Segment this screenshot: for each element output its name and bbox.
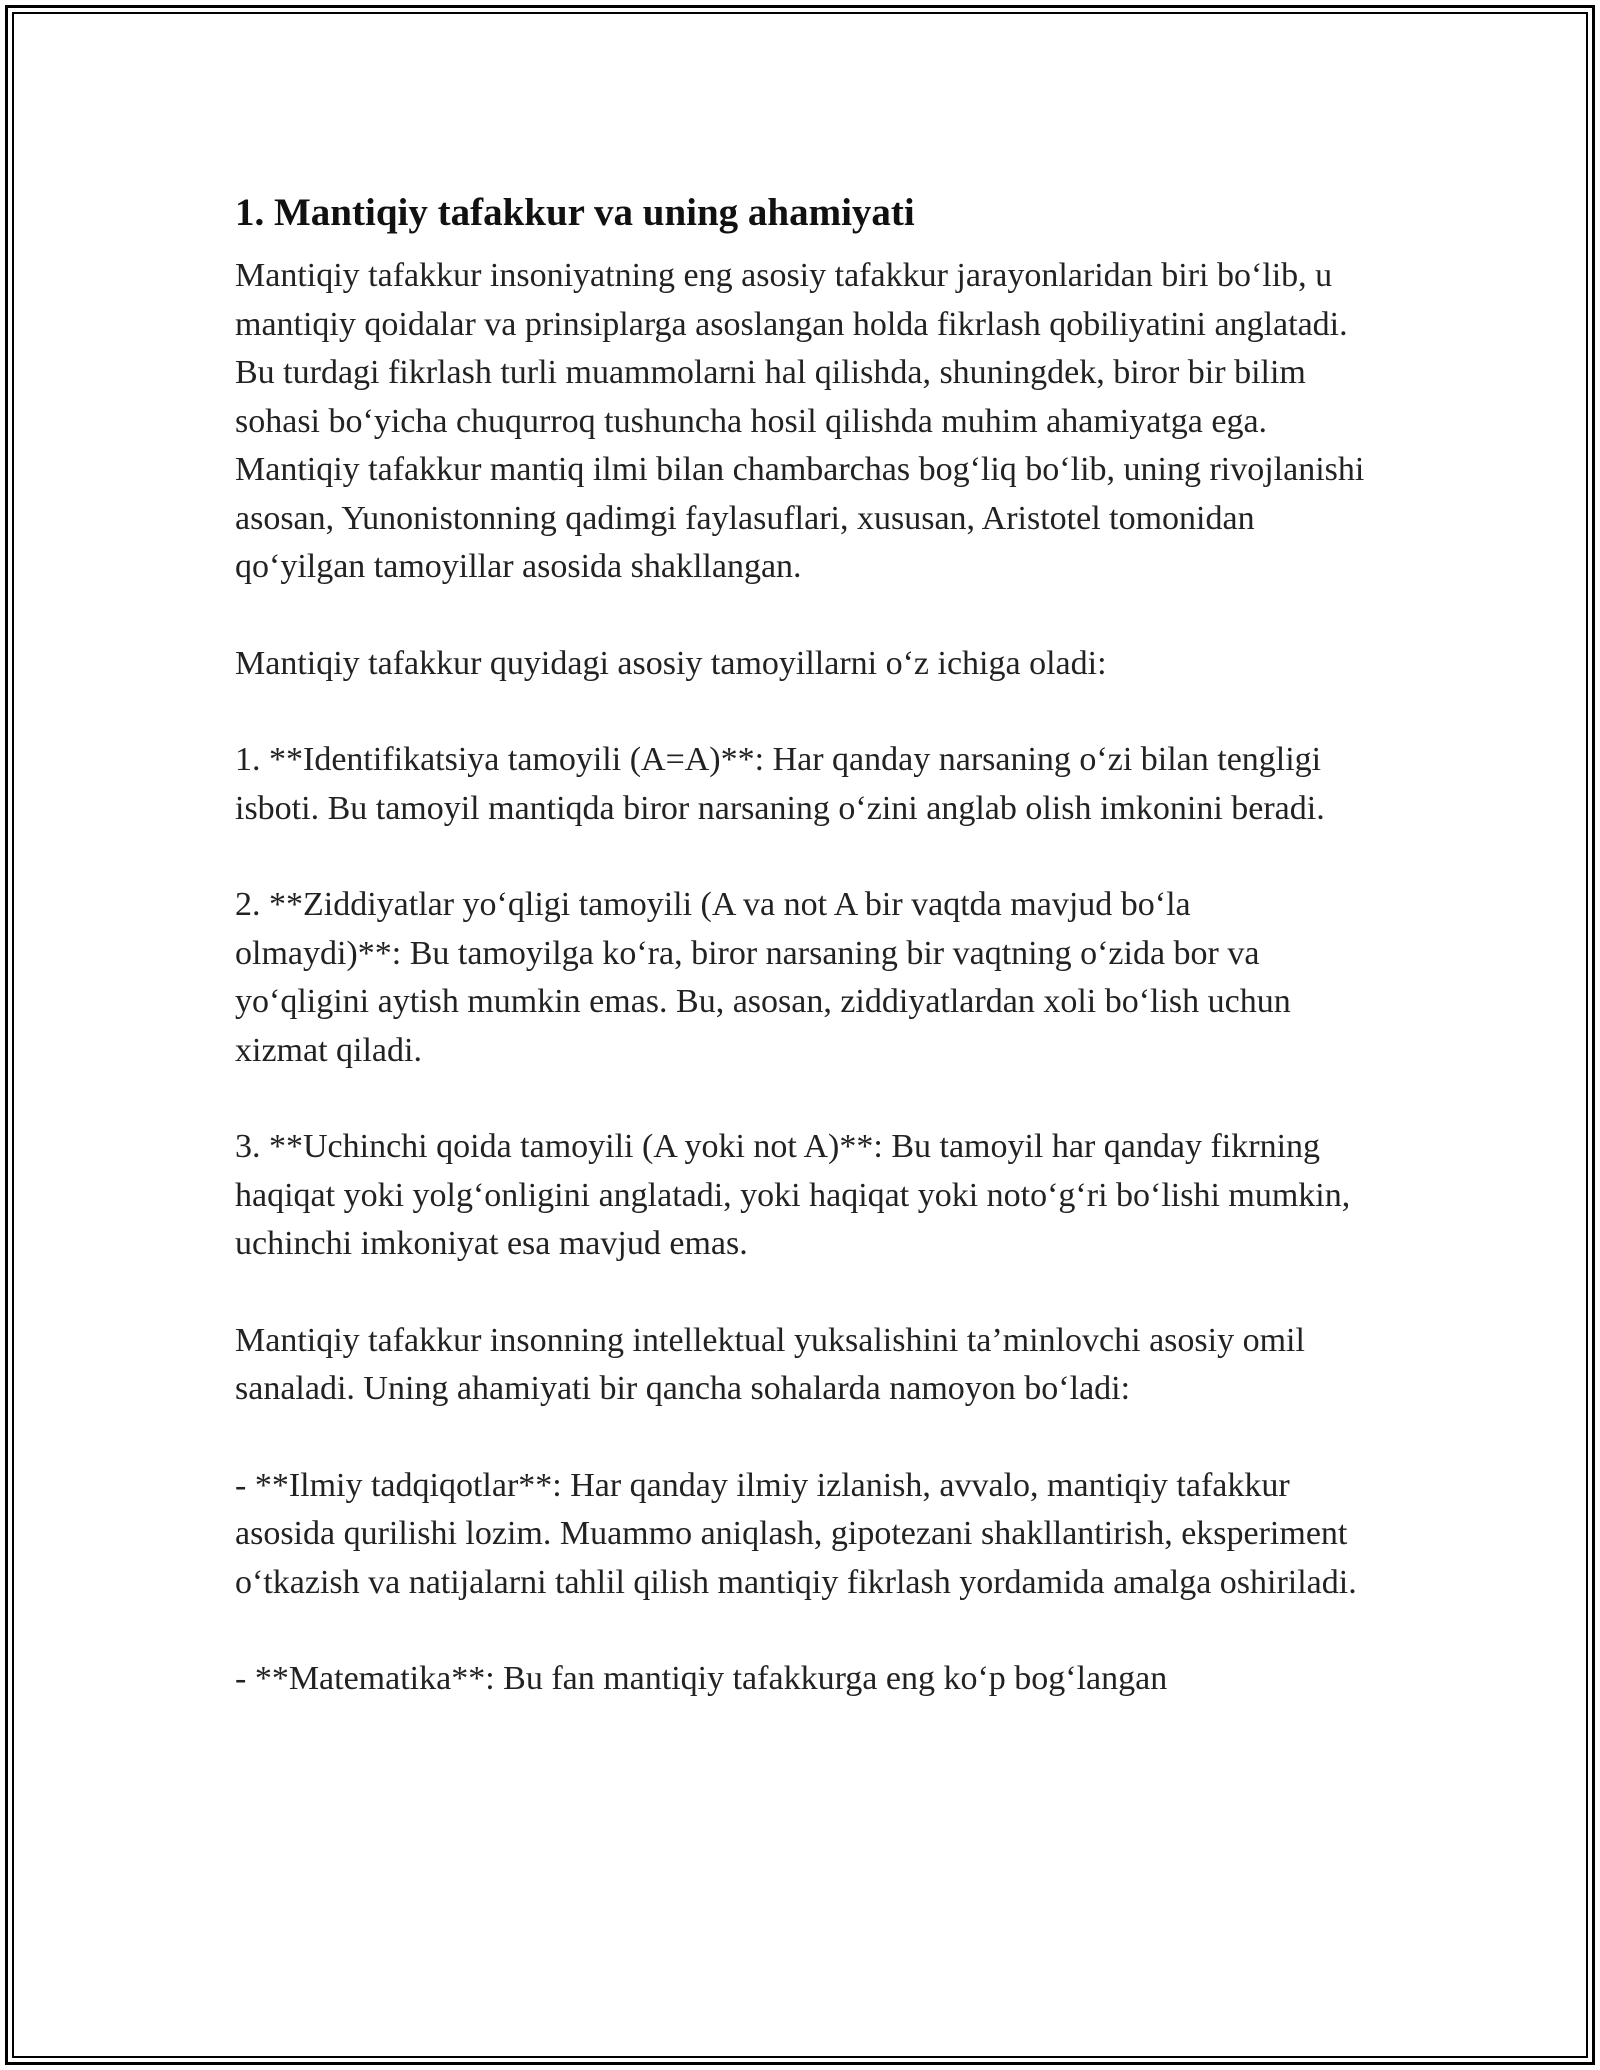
paragraph-principle-excluded-middle: 3. **Uchinchi qoida tamoyili (A yoki not A)**: Bu tamoyil har qanday fikrning haqiqat yoki yolg‘onligini anglatadi, yoki haqiqat yoki noto‘g‘ri bo‘lishi mumkin, uchinchi imkoniyat esa mavjud emas. — [235, 1128, 1351, 1262]
document-body — [235, 186, 1365, 1752]
paragraph-intro: Mantiqiy tafakkur insoniyatning eng asosiy tafakkur jarayonlaridan biri bo‘lib, u mantiqiy qoidalar va prinsiplarga asoslangan holda fikrlash qobiliyatini anglatadi. Bu turdagi fikrlash turli muammolarni hal qilishda, shuningdek, biror bir bilim sohasi bo‘yicha chuqurroq tushuncha hosil qilishda muhim ahamiyatga ega. Mantiqiy tafakkur mantiq ilmi bilan chambarchas bog‘liq bo‘lib, uning rivojlanishi asosan, Yunonistonning qadimgi faylasuflari, xususan, Aristotel tomonidan qo‘yilgan tamoyillar asosida shakllangan. — [235, 257, 1365, 585]
paragraph-scientific-research: - **Ilmiy tadqiqotlar**: Har qanday ilmiy izlanish, avvalo, mantiqiy tafakkur asosida qurilishi lozim. Muammo aniqlash, gipotezani shakllantirish, eksperiment o‘tkazish va natijalarni tahlil qilish mantiqiy fikrlash yordamida amalga oshiriladi. — [235, 1466, 1357, 1601]
paragraph-mathematics: - **Matematika**: Bu fan mantiqiy tafakkurga eng ko‘p bog‘langan — [235, 1660, 1168, 1697]
paragraph-principle-noncontradiction: 2. **Ziddiyatlar yo‘qligi tamoyili (A va not A bir vaqtda mavjud bo‘la olmaydi)**: Bu tamoyilga ko‘ra, biror narsaning bir vaqtning o‘zida bor va yo‘qligini aytish mumkin emas. Bu, asosan, ziddiyatlardan xoli bo‘lish uchun xizmat qiladi. — [235, 886, 1291, 1069]
paragraph-principle-identity: 1. **Identifikatsiya tamoyili (A=A)**: Har qanday narsaning o‘zi bilan tengligi isboti. Bu tamoyil mantiqda biror narsaning o‘zini anglab olish imkonini beradi. — [235, 741, 1325, 827]
paragraph-importance-lead: Mantiqiy tafakkur insonning intellektual yuksalishini ta’minlovchi asosiy omil sanaladi. Uning ahamiyati bir qancha sohalarda namoyon bo‘ladi: — [235, 1321, 1305, 1407]
paragraph-principles-lead: Mantiqiy tafakkur quyidagi asosiy tamoyillarni o‘z ichiga oladi: — [235, 644, 1107, 682]
section-heading: 1. Mantiqiy tafakkur va uning ahamiyati — [235, 191, 915, 234]
